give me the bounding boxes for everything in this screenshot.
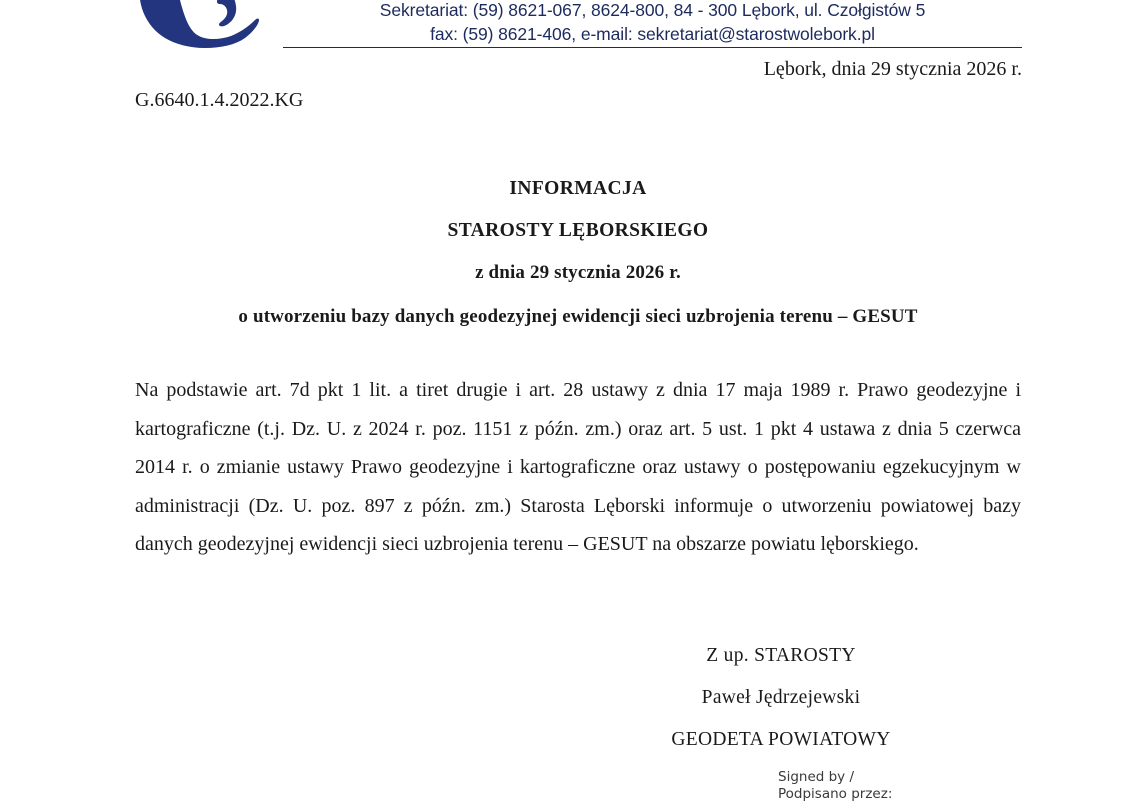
document-body: [135, 371, 1021, 564]
header-divider-rule: [283, 47, 1022, 48]
title-starosty-leborskiego: STAROSTY LĘBORSKIEGO: [447, 220, 709, 241]
title-informacja: INFORMACJA: [509, 178, 647, 199]
esig-label-en: Signed by /: [778, 769, 855, 785]
contact-line-phone-address: Sekretariat: (59) 8621-067, 8624-800, 84 - 300 Lębork, ul. Czołgistów 5: [379, 0, 926, 20]
starostwo-logo: [133, 0, 285, 54]
body-paragraph: Na podstawie art. 7d pkt 1 lit. a tiret drugie i art. 28 ustawy z dnia 17 maja 1989 r. Prawo geodezyjne i kartograficzne (t.j. Dz. U. z 2024 r. poz. 1151 z późn. zm.) oraz art. 5 ust. 1 pkt 4 ustawa z dnia 5 czerwca 2014 r. o zmianie ustawy Prawo geodezyjne i kartograficzne oraz ustawy o postępowaniu egzekucyjnym w administracji (Dz. U. poz. 897 z późn. zm.) Starosta Lęborski informuje o utworzeniu powiatowej bazy danych geodezyjnej ewidencji sieci uzbrojenia terenu – GESUT na obszarze powiatu lęborskiego.: [135, 379, 1021, 555]
stylized-letter-l-logo-icon: [133, 0, 285, 54]
title-date: z dnia 29 stycznia 2026 r.: [475, 262, 681, 283]
signature-title: GEODETA POWIATOWY: [671, 729, 891, 750]
signature-block: [540, 645, 1022, 750]
title-block: [135, 178, 1021, 328]
title-subject: o utworzeniu bazy danych geodezyjnej ewidencji sieci uzbrojenia terenu – GESUT: [238, 306, 918, 327]
signature-name: Paweł Jędrzejewski: [701, 687, 861, 708]
electronic-signature-stamp: [778, 769, 892, 803]
header-contact-block: [283, 0, 1022, 46]
contact-line-fax-email: fax: (59) 8621-406, e-mail: sekretariat@starostwolebork.pl: [430, 23, 875, 44]
signature-on-behalf-of: Z up. STAROSTY: [706, 645, 856, 666]
reference-number: G.6640.1.4.2022.KG: [135, 89, 304, 111]
place-and-date: Lębork, dnia 29 stycznia 2026 r.: [763, 58, 1022, 80]
document-header: [0, 0, 1141, 56]
esig-label-pl: Podpisano przez:: [778, 786, 893, 802]
